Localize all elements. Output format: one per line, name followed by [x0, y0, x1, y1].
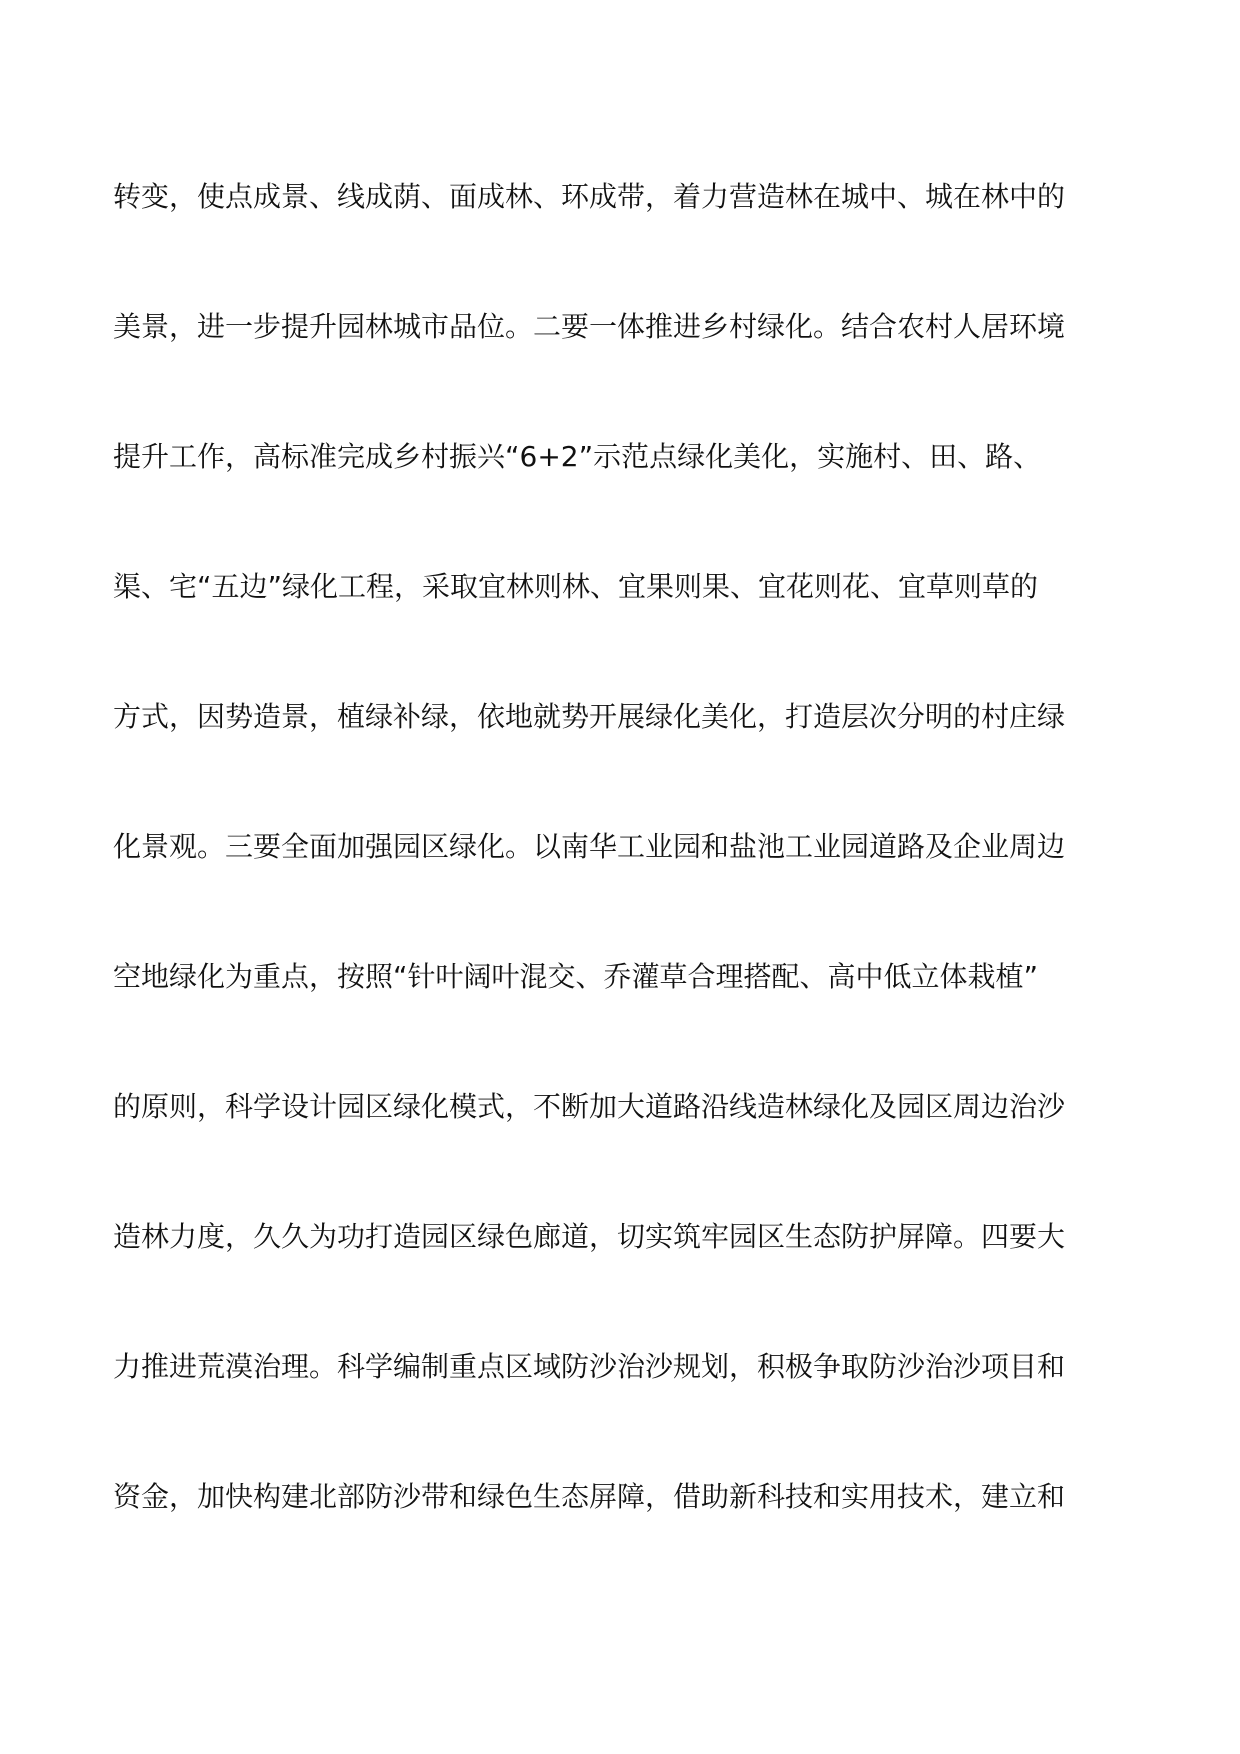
- text-line: 提升工作，高标准完成乡村振兴“6+2”示范点绿化美化，实施村、田、路、: [113, 440, 1042, 473]
- text-line: 化景观。三要全面加强园区绿化。以南华工业园和盐池工业园道路及企业周边: [113, 830, 1066, 863]
- text-line: 空地绿化为重点，按照“针叶阔叶混交、乔灌草合理搭配、高中低立体栽植”: [113, 960, 1039, 993]
- text-line: 资金，加快构建北部防沙带和绿色生态屏障，借助新科技和实用技术，建立和: [113, 1480, 1066, 1513]
- text-line: 转变，使点成景、线成荫、面成林、环成带，着力营造林在城中、城在林中的: [113, 180, 1066, 213]
- text-line: 渠、宅“五边”绿化工程，采取宜林则林、宜果则果、宜花则花、宜草则草的: [113, 570, 1039, 603]
- text-line: 力推进荒漠治理。科学编制重点区域防沙治沙规划，积极争取防沙治沙项目和: [113, 1350, 1066, 1383]
- body-text: [113, 162, 1113, 1592]
- text-line: 的原则，科学设计园区绿化模式，不断加大道路沿线造林绿化及园区周边治沙: [113, 1090, 1066, 1123]
- text-line: 造林力度，久久为功打造园区绿色廊道，切实筑牢园区生态防护屏障。四要大: [113, 1220, 1066, 1253]
- text-line: 方式，因势造景，植绿补绿，依地就势开展绿化美化，打造层次分明的村庄绿: [113, 700, 1066, 733]
- text-line: 美景，进一步提升园林城市品位。二要一体推进乡村绿化。结合农村人居环境: [113, 310, 1066, 343]
